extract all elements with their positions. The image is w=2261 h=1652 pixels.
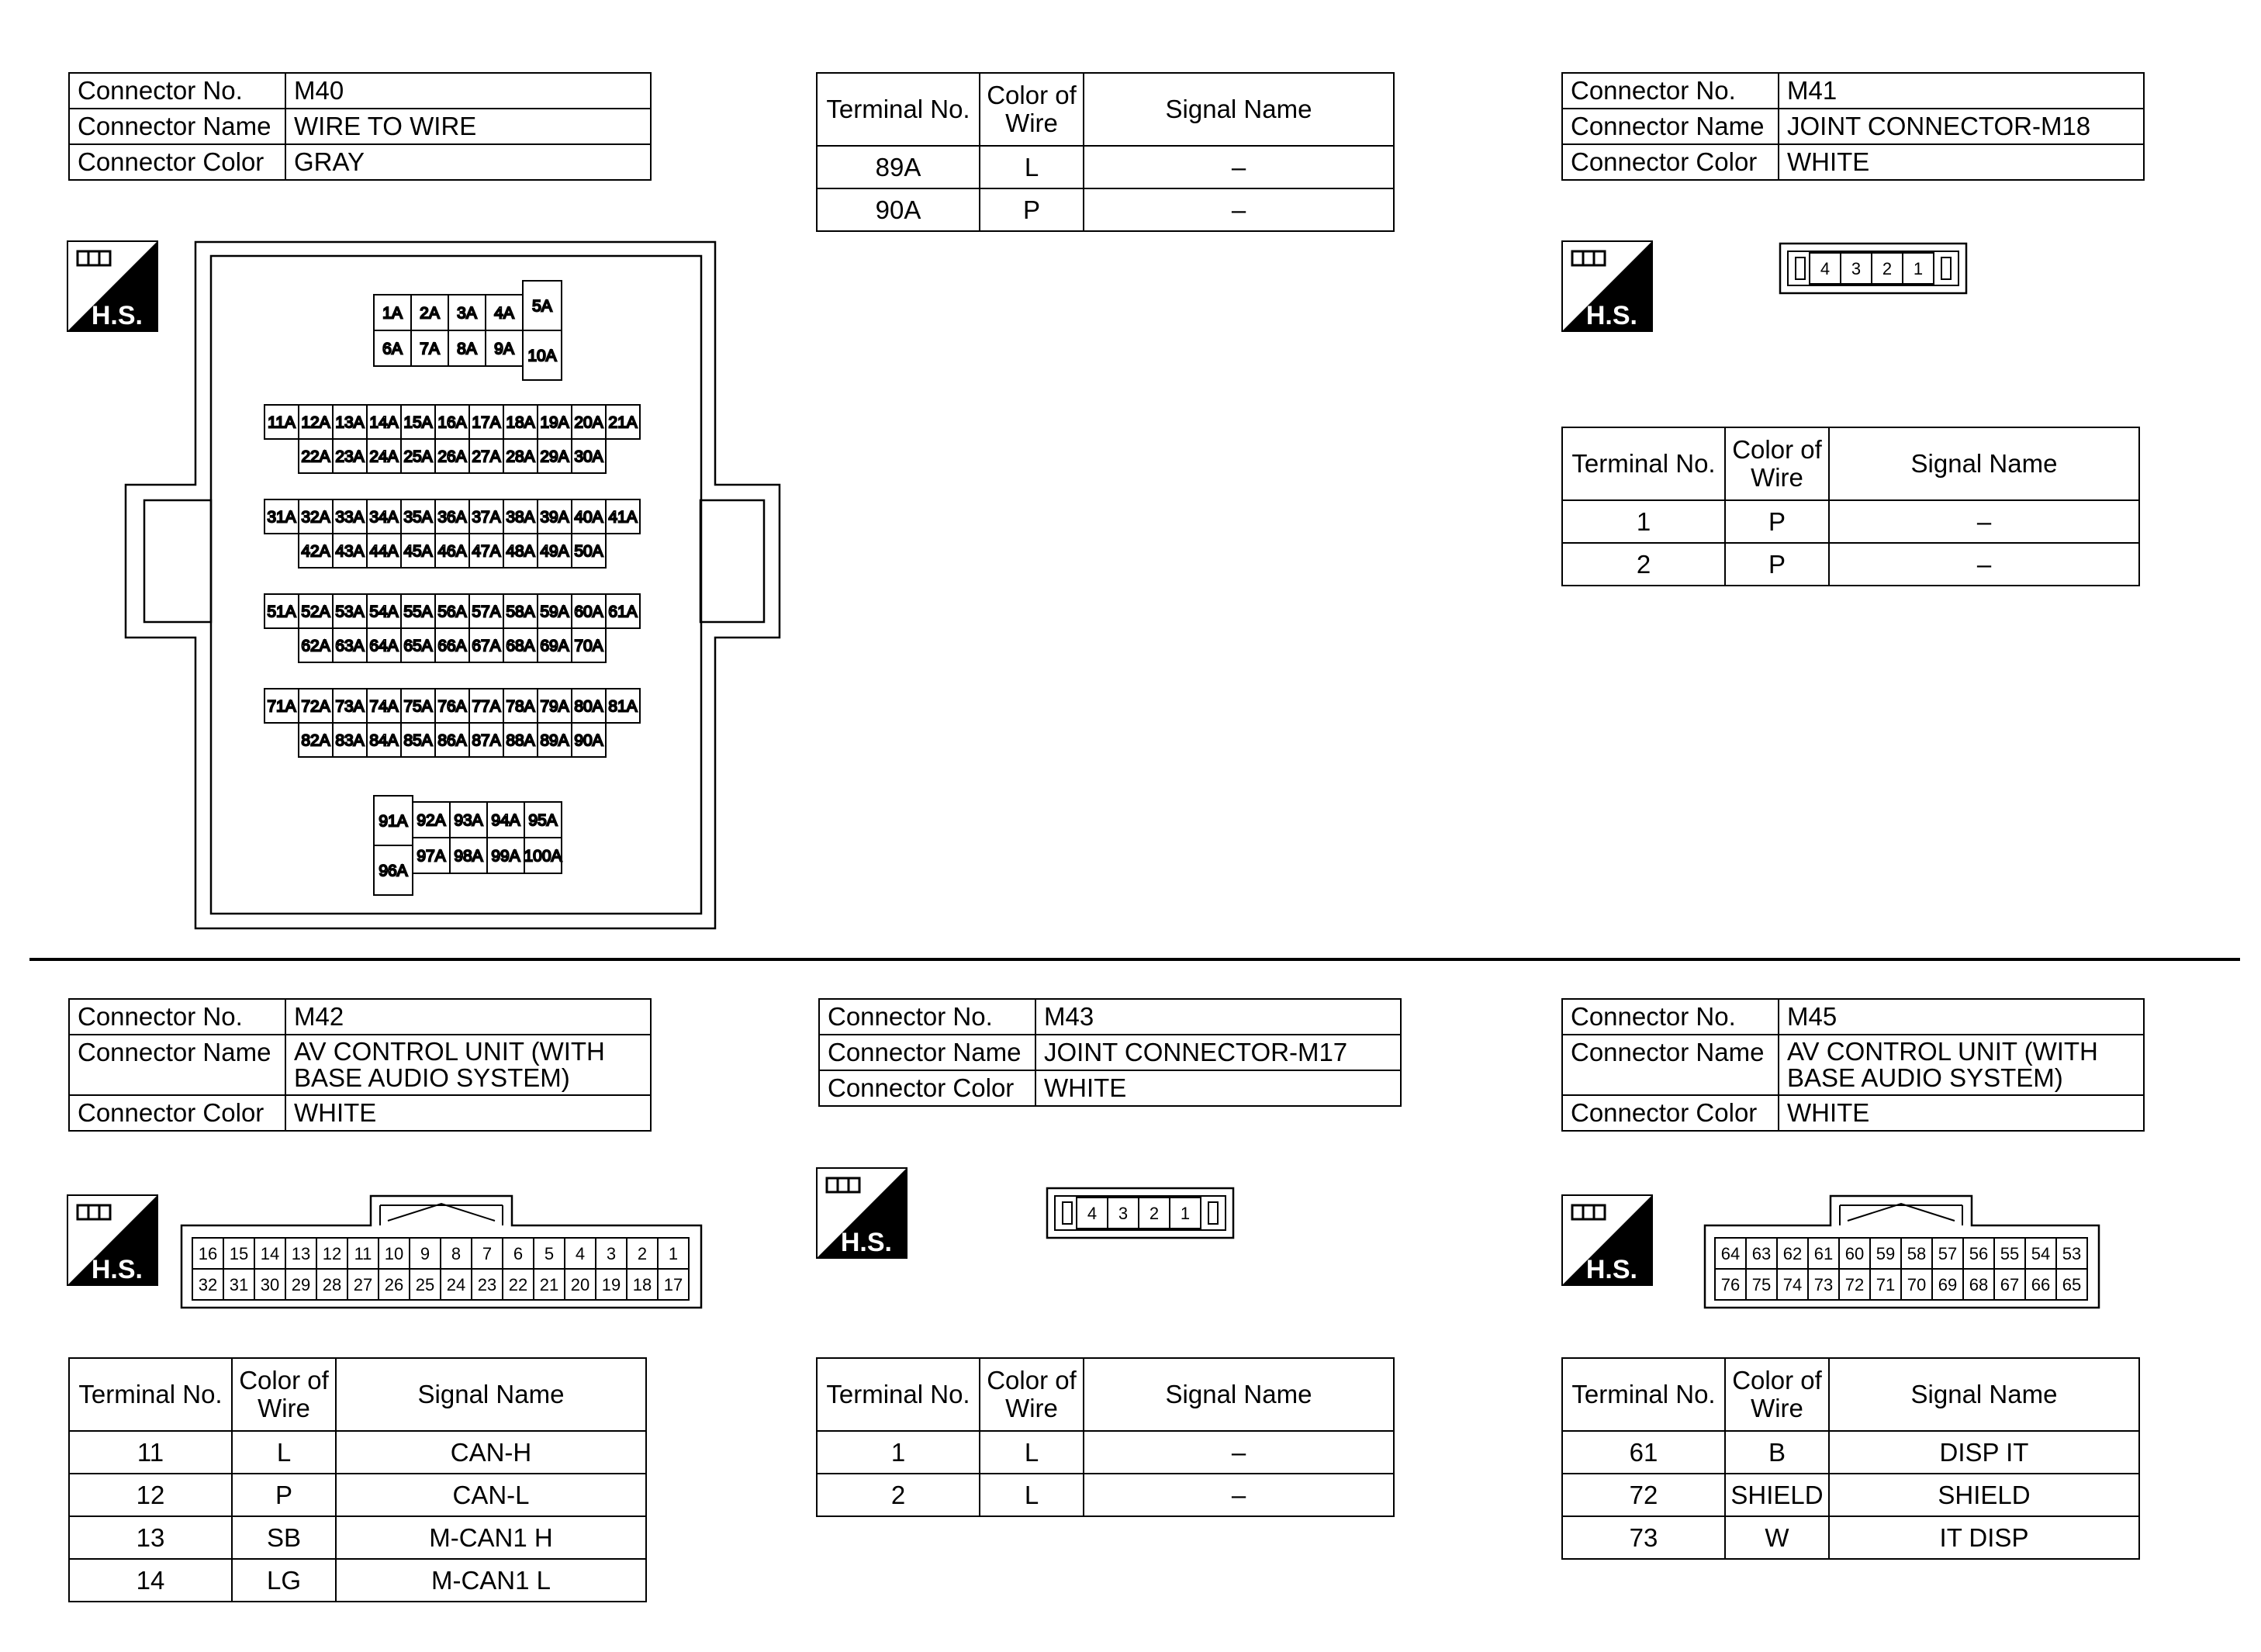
pin-label: 71 — [1876, 1274, 1896, 1294]
pin-label: 58 — [1907, 1243, 1927, 1263]
connector-color-value: WHITE — [285, 1095, 651, 1131]
pin-label: 52A — [301, 603, 330, 621]
pin-label: 24 — [446, 1274, 466, 1294]
pin-label: 90A — [574, 731, 603, 750]
pin-label: 66A — [437, 637, 467, 655]
terminal-no-header: Terminal No. — [1562, 427, 1725, 500]
table-row — [1562, 1431, 2139, 1474]
pin-label: 3 — [1118, 1203, 1129, 1223]
signal-cell: DISP IT — [1829, 1431, 2139, 1474]
pin-label: 14A — [369, 413, 399, 432]
signal-cell: – — [1084, 146, 1394, 188]
terminal-cell: 2 — [1562, 543, 1725, 586]
color-of-wire-header: Color of Wire — [1725, 427, 1829, 500]
terminal-cell: 2 — [817, 1474, 980, 1516]
pin-label: 62 — [1782, 1243, 1803, 1263]
pin-label: 8 — [451, 1243, 462, 1263]
pin-label: 64 — [1720, 1243, 1741, 1263]
pin-label: 84A — [369, 731, 399, 750]
pin-label: 5 — [544, 1243, 555, 1263]
pin-label: 93A — [454, 811, 483, 830]
wire-color-cell: L — [980, 1431, 1084, 1474]
pin-label: 30A — [574, 448, 603, 466]
pin-label: 85A — [403, 731, 433, 750]
pin-label: 74 — [1782, 1274, 1803, 1294]
m40-terminal-table — [816, 72, 1395, 232]
pin-label: 75A — [403, 697, 433, 716]
pin-label: 13 — [291, 1243, 311, 1263]
pin-label: 54A — [369, 603, 399, 621]
pin-label: 30 — [260, 1274, 280, 1294]
pin-label: 49A — [540, 542, 569, 561]
color-of-wire-header: Color of Wire — [1725, 1358, 1829, 1431]
pin-label: 24A — [369, 448, 399, 466]
pin-label: 99A — [491, 847, 520, 866]
terminal-no-header: Terminal No. — [1562, 1358, 1725, 1431]
m43-info-table — [818, 998, 1402, 1107]
pin-label: 86A — [437, 731, 467, 750]
connector-no-value: M42 — [285, 999, 651, 1035]
m43-connector-face — [1046, 1187, 1235, 1239]
pin-label: 65 — [2062, 1274, 2082, 1294]
pin-label: 78A — [506, 697, 535, 716]
pin-label: 58A — [506, 603, 535, 621]
pin-label: 57 — [1938, 1243, 1958, 1263]
pin-label: 5A — [532, 297, 552, 316]
connector-no-value: M41 — [1779, 73, 2144, 109]
pin-label: 17 — [663, 1274, 683, 1294]
pin-label: 29 — [291, 1274, 311, 1294]
terminal-cell: 61 — [1562, 1431, 1725, 1474]
wire-color-cell: SB — [232, 1516, 336, 1559]
pin-label: 69A — [540, 637, 569, 655]
table-row — [69, 1559, 646, 1602]
table-row — [69, 1431, 646, 1474]
signal-cell: – — [1829, 500, 2139, 543]
m40-connector-face — [124, 240, 783, 931]
pin-label: 74A — [369, 697, 399, 716]
pin-label: 25 — [415, 1274, 435, 1294]
pin-label: 67 — [2000, 1274, 2020, 1294]
pin-label: 60 — [1844, 1243, 1865, 1263]
pin-label: 6A — [382, 340, 403, 358]
pin-label: 92A — [417, 811, 446, 830]
table-row — [1562, 500, 2139, 543]
pin-label: 97A — [417, 847, 446, 866]
terminal-no-header: Terminal No. — [817, 1358, 980, 1431]
pin-label: 69 — [1938, 1274, 1958, 1294]
connector-color-label: Connector Color — [69, 1095, 285, 1131]
pin-label: 68A — [506, 637, 535, 655]
pin-label: 77A — [472, 697, 501, 716]
pin-label: 23 — [477, 1274, 497, 1294]
pin-label: 37A — [472, 508, 501, 527]
pin-label: 68 — [1969, 1274, 1989, 1294]
connector-color-value: GRAY — [285, 144, 651, 180]
table-row — [1562, 543, 2139, 586]
pin-label: 46A — [437, 542, 467, 561]
pin-label: 2 — [637, 1243, 648, 1263]
hs-label: H.S. — [91, 1255, 143, 1284]
pin-label: 4A — [494, 304, 514, 323]
pin-label: 44A — [369, 542, 399, 561]
color-of-wire-header: Color of Wire — [232, 1358, 336, 1431]
connector-name-value: JOINT CONNECTOR-M17 — [1035, 1035, 1401, 1070]
pin-label: 1 — [1180, 1203, 1191, 1223]
pin-label: 45A — [403, 542, 433, 561]
pin-label: 11 — [354, 1243, 372, 1263]
pin-label: 47A — [472, 542, 501, 561]
m41-info-table — [1561, 72, 2145, 181]
hs-label: H.S. — [1585, 1255, 1637, 1284]
connector-no-value: M40 — [285, 73, 651, 109]
terminal-no-header: Terminal No. — [817, 73, 980, 146]
pin-label: 83A — [335, 731, 365, 750]
signal-cell: IT DISP — [1829, 1516, 2139, 1559]
pin-label: 32A — [301, 508, 330, 527]
wire-color-cell: W — [1725, 1516, 1829, 1559]
pin-label: 12 — [322, 1243, 342, 1263]
pin-label: 16 — [198, 1243, 218, 1263]
pin-label: 17A — [472, 413, 501, 432]
wire-color-cell: SHIELD — [1725, 1474, 1829, 1516]
pin-label: 39A — [540, 508, 569, 527]
m42-connector-face — [180, 1194, 704, 1311]
pin-label: 53A — [335, 603, 365, 621]
pin-label: 4 — [575, 1243, 586, 1263]
pin-label: 18A — [506, 413, 535, 432]
wire-color-cell: B — [1725, 1431, 1829, 1474]
signal-name-header: Signal Name — [336, 1358, 646, 1431]
hs-icon — [67, 1194, 158, 1286]
terminal-cell: 13 — [69, 1516, 232, 1559]
connector-name-label: Connector Name — [69, 1035, 285, 1095]
pin-label: 61A — [608, 603, 638, 621]
terminal-cell: 1 — [1562, 500, 1725, 543]
wire-color-cell: L — [232, 1431, 336, 1474]
pin-label: 66 — [2031, 1274, 2051, 1294]
pin-label: 79A — [540, 697, 569, 716]
pin-label: 2A — [420, 304, 440, 323]
pin-label: 72A — [301, 697, 330, 716]
m43-terminal-table — [816, 1357, 1395, 1517]
pin-label: 36A — [437, 508, 467, 527]
pin-label: 3A — [457, 304, 477, 323]
pin-label: 70A — [574, 637, 603, 655]
wire-color-cell: P — [1725, 500, 1829, 543]
table-row — [69, 1474, 646, 1516]
pin-label: 9 — [420, 1243, 430, 1263]
pin-label: 2 — [1882, 258, 1893, 278]
connector-color-value: WHITE — [1779, 1095, 2144, 1131]
connector-no-label: Connector No. — [1562, 999, 1779, 1035]
pin-label: 100A — [524, 847, 562, 866]
wire-color-cell: P — [1725, 543, 1829, 586]
pin-label: 4 — [1087, 1203, 1098, 1223]
pin-label: 81A — [608, 697, 638, 716]
pin-label: 21A — [608, 413, 638, 432]
pin-label: 23A — [335, 448, 365, 466]
wire-color-cell: P — [980, 188, 1084, 231]
pin-label: 53 — [2062, 1243, 2082, 1263]
pin-label: 62A — [301, 637, 330, 655]
connector-no-value: M43 — [1035, 999, 1401, 1035]
terminal-cell: 90A — [817, 188, 980, 231]
pin-label: 91A — [379, 812, 408, 831]
pin-label: 18 — [632, 1274, 652, 1294]
pin-label: 26 — [384, 1274, 404, 1294]
terminal-cell: 89A — [817, 146, 980, 188]
signal-name-header: Signal Name — [1084, 1358, 1394, 1431]
signal-cell: SHIELD — [1829, 1474, 2139, 1516]
pin-label: 63A — [335, 637, 365, 655]
pin-label: 4 — [1820, 258, 1831, 278]
hs-label: H.S. — [1585, 301, 1637, 330]
hs-icon — [1561, 1194, 1653, 1286]
pin-label: 33A — [335, 508, 365, 527]
terminal-no-header: Terminal No. — [69, 1358, 232, 1431]
connector-color-value: WHITE — [1779, 144, 2144, 180]
pin-label: 56 — [1969, 1243, 1989, 1263]
pin-label: 59A — [540, 603, 569, 621]
pin-label: 94A — [491, 811, 520, 830]
pin-label: 26A — [437, 448, 467, 466]
pin-label: 29A — [540, 448, 569, 466]
pin-label: 54 — [2031, 1243, 2051, 1263]
table-row — [817, 188, 1394, 231]
connector-color-label: Connector Color — [1562, 144, 1779, 180]
connector-no-label: Connector No. — [819, 999, 1035, 1035]
pin-label: 61 — [1813, 1243, 1834, 1263]
hs-label: H.S. — [91, 301, 143, 330]
connector-name-label: Connector Name — [819, 1035, 1035, 1070]
table-row — [1562, 1516, 2139, 1559]
pin-label: 28 — [322, 1274, 342, 1294]
pin-label: 1 — [1913, 258, 1924, 278]
pin-label: 1A — [382, 304, 403, 323]
section-divider — [29, 958, 2240, 961]
pin-label: 7 — [482, 1243, 493, 1263]
table-row — [817, 1431, 1394, 1474]
connector-no-label: Connector No. — [69, 999, 285, 1035]
hs-icon — [1561, 240, 1653, 332]
pin-label: 76A — [437, 697, 467, 716]
connector-color-label: Connector Color — [69, 144, 285, 180]
pin-label: 63 — [1751, 1243, 1772, 1263]
table-row — [69, 1516, 646, 1559]
m42-terminal-table — [68, 1357, 647, 1602]
pin-label: 21 — [539, 1274, 559, 1294]
pin-label: 75 — [1751, 1274, 1772, 1294]
pin-label: 6 — [513, 1243, 524, 1263]
pin-label: 19 — [601, 1274, 621, 1294]
pin-label: 20 — [570, 1274, 590, 1294]
pin-label: 80A — [574, 697, 603, 716]
signal-cell: CAN-L — [336, 1474, 646, 1516]
m40-info-table — [68, 72, 652, 181]
pin-label: 7A — [420, 340, 440, 358]
pin-label: 3 — [606, 1243, 617, 1263]
table-row — [817, 146, 1394, 188]
pin-label: 67A — [472, 637, 501, 655]
signal-name-header: Signal Name — [1084, 73, 1394, 146]
pin-label: 57A — [472, 603, 501, 621]
m41-terminal-table — [1561, 427, 2140, 586]
pin-label: 64A — [369, 637, 399, 655]
connector-color-value: WHITE — [1035, 1070, 1401, 1106]
pin-label: 73 — [1813, 1274, 1834, 1294]
signal-cell: CAN-H — [336, 1431, 646, 1474]
pin-label: 15A — [403, 413, 433, 432]
pin-label: 27 — [353, 1274, 373, 1294]
wire-color-cell: L — [980, 146, 1084, 188]
pin-label: 71A — [267, 697, 296, 716]
m45-terminal-table — [1561, 1357, 2140, 1560]
terminal-cell: 72 — [1562, 1474, 1725, 1516]
wire-color-cell: LG — [232, 1559, 336, 1602]
signal-cell: M-CAN1 L — [336, 1559, 646, 1602]
pin-label: 32 — [198, 1274, 218, 1294]
signal-cell: – — [1084, 188, 1394, 231]
pin-label: 38A — [506, 508, 535, 527]
connector-no-value: M45 — [1779, 999, 2144, 1035]
pin-label: 98A — [454, 847, 483, 866]
wire-color-cell: P — [232, 1474, 336, 1516]
pin-label: 72 — [1844, 1274, 1865, 1294]
signal-cell: – — [1829, 543, 2139, 586]
pin-label: 28A — [506, 448, 535, 466]
connector-no-label: Connector No. — [69, 73, 285, 109]
connector-color-label: Connector Color — [1562, 1095, 1779, 1131]
pin-label: 42A — [301, 542, 330, 561]
pin-label: 20A — [574, 413, 603, 432]
pin-label: 14 — [260, 1243, 280, 1263]
pin-label: 2 — [1149, 1203, 1160, 1223]
m45-info-table — [1561, 998, 2145, 1132]
pin-label: 88A — [506, 731, 535, 750]
connector-name-value: AV CONTROL UNIT (WITH BASE AUDIO SYSTEM) — [285, 1035, 651, 1095]
pin-label: 34A — [369, 508, 399, 527]
connector-name-label: Connector Name — [1562, 109, 1779, 144]
pin-label: 9A — [494, 340, 514, 358]
pin-label: 48A — [506, 542, 535, 561]
terminal-cell: 1 — [817, 1431, 980, 1474]
color-of-wire-header: Color of Wire — [980, 73, 1084, 146]
pin-label: 13A — [335, 413, 365, 432]
pin-label: 1 — [668, 1243, 679, 1263]
terminal-cell: 11 — [69, 1431, 232, 1474]
pin-label: 15 — [229, 1243, 249, 1263]
m42-info-table — [68, 998, 652, 1132]
terminal-cell: 14 — [69, 1559, 232, 1602]
pin-label: 56A — [437, 603, 467, 621]
pin-label: 59 — [1876, 1243, 1896, 1263]
pin-label: 51A — [267, 603, 296, 621]
pin-label: 10A — [527, 347, 557, 365]
pin-label: 40A — [574, 508, 603, 527]
signal-name-header: Signal Name — [1829, 427, 2139, 500]
pin-label: 10 — [384, 1243, 404, 1263]
pin-label: 96A — [379, 862, 408, 880]
pin-label: 60A — [574, 603, 603, 621]
connector-name-value: WIRE TO WIRE — [285, 109, 651, 144]
pin-label: 82A — [301, 731, 330, 750]
pin-label: 3 — [1851, 258, 1862, 278]
pin-label: 27A — [472, 448, 501, 466]
hs-label: H.S. — [840, 1228, 892, 1257]
wire-color-cell: L — [980, 1474, 1084, 1516]
connector-name-label: Connector Name — [69, 109, 285, 144]
pin-label: 11A — [268, 413, 296, 432]
terminal-cell: 12 — [69, 1474, 232, 1516]
pin-label: 87A — [472, 731, 501, 750]
pin-label: 12A — [301, 413, 330, 432]
table-row — [817, 1474, 1394, 1516]
m45-connector-face — [1703, 1194, 2102, 1311]
pin-label: 43A — [335, 542, 365, 561]
signal-cell: M-CAN1 H — [336, 1516, 646, 1559]
signal-cell: – — [1084, 1474, 1394, 1516]
connector-no-label: Connector No. — [1562, 73, 1779, 109]
color-of-wire-header: Color of Wire — [980, 1358, 1084, 1431]
terminal-cell: 73 — [1562, 1516, 1725, 1559]
pin-label: 70 — [1907, 1274, 1927, 1294]
connector-name-label: Connector Name — [1562, 1035, 1779, 1095]
connector-color-label: Connector Color — [819, 1070, 1035, 1106]
signal-cell: – — [1084, 1431, 1394, 1474]
pin-label: 16A — [437, 413, 467, 432]
pin-label: 8A — [457, 340, 477, 358]
pin-label: 50A — [574, 542, 603, 561]
m41-connector-face — [1779, 242, 1968, 295]
pin-label: 31A — [267, 508, 296, 527]
hs-icon — [816, 1167, 908, 1259]
pin-label: 35A — [403, 508, 433, 527]
pin-label: 19A — [540, 413, 569, 432]
pin-label: 22 — [508, 1274, 528, 1294]
pin-label: 73A — [335, 697, 365, 716]
pin-label: 76 — [1720, 1274, 1741, 1294]
pin-label: 55A — [403, 603, 433, 621]
connector-name-value: JOINT CONNECTOR-M18 — [1779, 109, 2144, 144]
table-row — [1562, 1474, 2139, 1516]
connector-name-value: AV CONTROL UNIT (WITH BASE AUDIO SYSTEM) — [1779, 1035, 2144, 1095]
pin-label: 55 — [2000, 1243, 2020, 1263]
pin-label: 41A — [608, 508, 638, 527]
pin-label: 25A — [403, 448, 433, 466]
pin-label: 95A — [528, 811, 558, 830]
pin-label: 89A — [540, 731, 569, 750]
pin-label: 31 — [229, 1274, 249, 1294]
signal-name-header: Signal Name — [1829, 1358, 2139, 1431]
pin-label: 65A — [403, 637, 433, 655]
pin-label: 22A — [301, 448, 330, 466]
